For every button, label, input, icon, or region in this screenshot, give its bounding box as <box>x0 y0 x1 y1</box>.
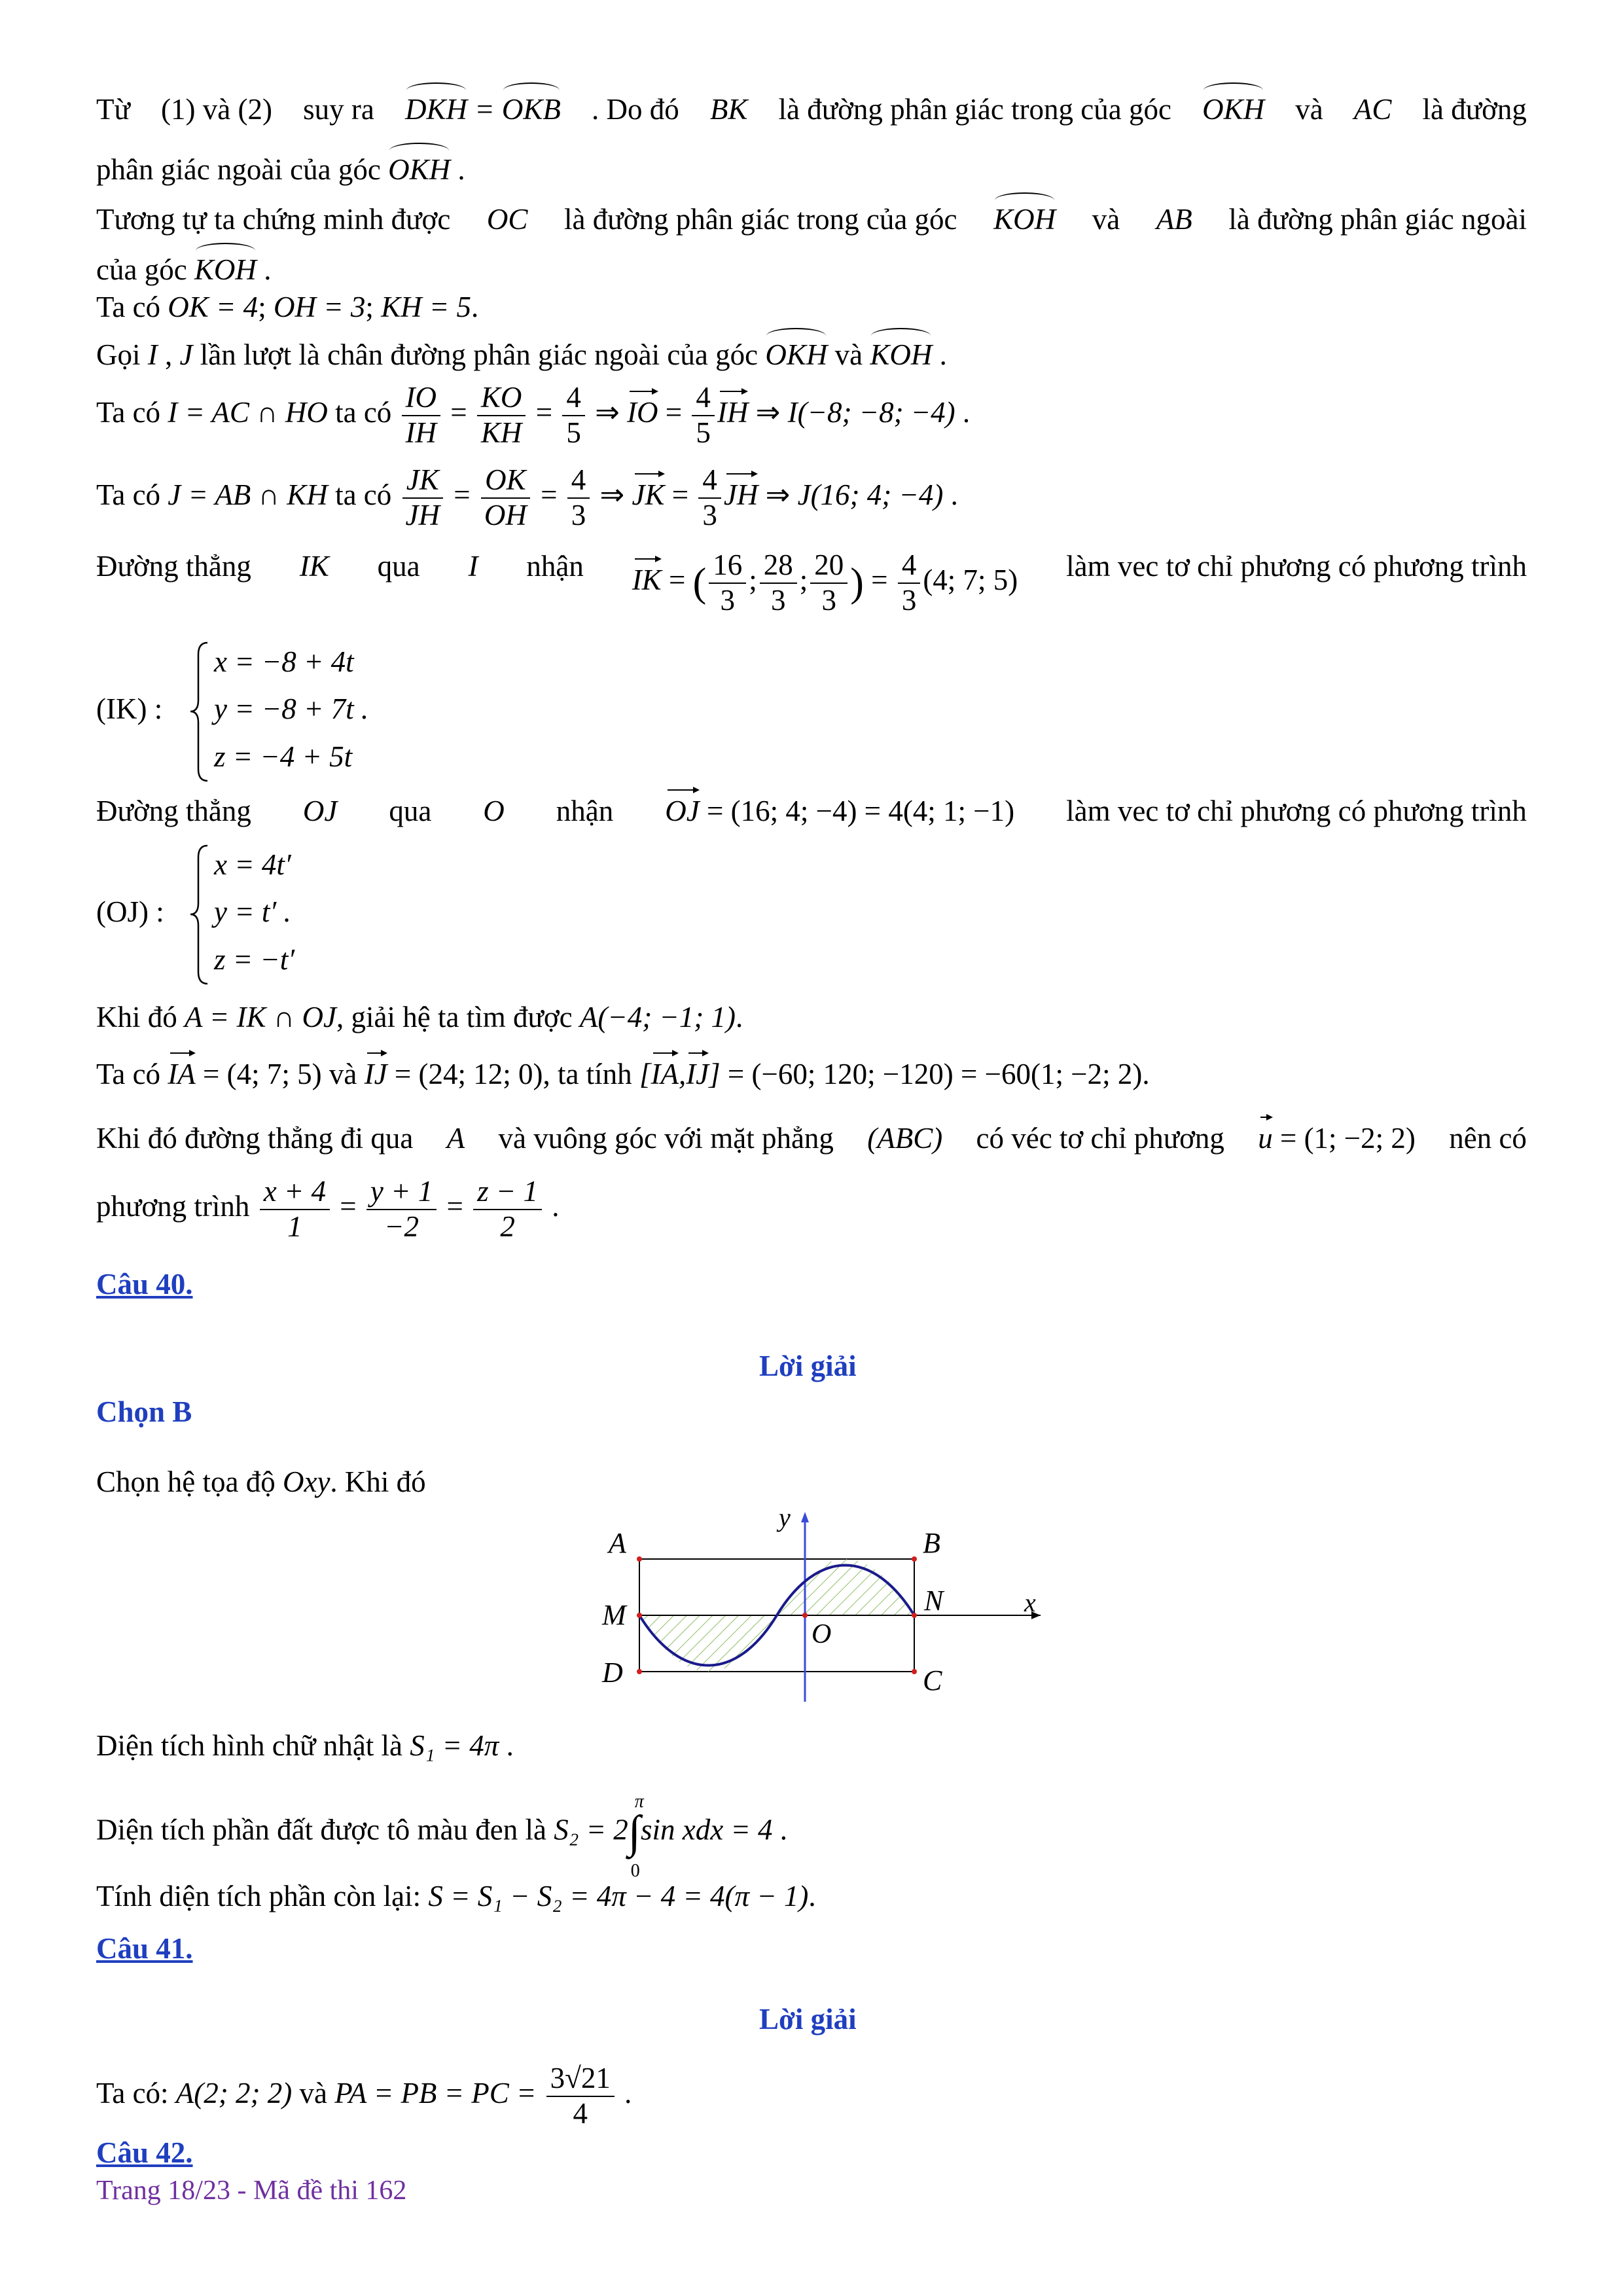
line-17: Chọn hệ tọa độ Oxy. Khi đó <box>96 1465 426 1498</box>
label-x: x <box>1024 1588 1036 1617</box>
label-N: N <box>924 1585 944 1617</box>
line-5: Ta có OK = 4; OH = 3; KH = 5. <box>96 291 479 323</box>
line-10: Đường thẳng OJ qua O nhận OJ = (16; 4; −4) = 4(4; 1; −1) làm vec tơ chỉ phương có phương trình <box>96 795 1527 827</box>
solution-heading: Lời giải <box>759 1350 857 1382</box>
question-41-link[interactable]: Câu 41. <box>96 1932 193 1965</box>
point-N <box>912 1613 917 1618</box>
label-O: O <box>812 1619 832 1649</box>
line-1: Từ (1) và (2) suy ra DKH = OKB . Do đó BK là đường phân giác trong của góc OKH và AC là đường <box>96 93 1527 126</box>
point-B <box>912 1556 917 1562</box>
label-y: y <box>779 1505 791 1532</box>
page-footer: Trang 18/23 - Mã đề thi 162 <box>96 2176 407 2206</box>
line-3: Tương tự ta chứng minh được OC là đường phân giác trong của góc KOH và AB là đường phân giác ngoài <box>96 203 1527 236</box>
sine-figure <box>589 1505 1060 1708</box>
label-M: M <box>602 1599 626 1631</box>
system-ik: (IK) : x = −8 + 4t y = −8 + 7t . z = −4 + 5t <box>96 638 554 785</box>
point-O <box>802 1613 808 1618</box>
y-axis-arrow-icon <box>801 1512 809 1522</box>
label-C: C <box>923 1664 942 1696</box>
line-11: Khi đó A = IK ∩ OJ, giải hệ ta tìm được A(−4; −1; 1). <box>96 1001 743 1033</box>
line-8: Ta có J = AB ∩ KH ta có $\frac{JK}{JH}$ = $\frac{OK}{OH}$ = $\frac{4}{3}$ ⇒ JK = $\frac{4}{3}$ JH ⇒ J(16; 4; −4) . <box>96 463 958 531</box>
brace-icon <box>188 641 214 782</box>
label-A: A <box>609 1527 626 1559</box>
label-B: B <box>923 1527 940 1559</box>
question-40-link[interactable]: Câu 40. <box>96 1268 193 1300</box>
point-C <box>912 1669 917 1674</box>
line-19: Diện tích phần đất được tô màu đen là S₂ = 2∫ π 0 sin xdx = 4 . <box>96 1791 788 1882</box>
question-42-link[interactable]: Câu 42. <box>96 2136 193 2169</box>
line-21: Ta có: A(2; 2; 2) và PA = PB = PC = $\frac{3√21}{4}$ . <box>96 2062 632 2130</box>
line-6: Gọi I , J lần lượt là chân đường phân giác ngoài của góc OKH và KOH . <box>96 338 947 371</box>
line-7: Ta có I = AC ∩ HO ta có $\frac{IO}{IH}$ = $\frac{KO}{KH}$ = $\frac{4}{5}$ ⇒ IO = $\frac{4}{5}$ IH ⇒ I(−8; −8; −4) . <box>96 381 971 449</box>
line-14: phương trình $\frac{x + 4}{1}$ = $\frac{y + 1}{-2}$ = $\frac{z - 1}{2}$ . <box>96 1175 560 1243</box>
point-A <box>637 1556 642 1562</box>
line-4: của góc KOH . <box>96 253 272 286</box>
line-9: Đường thẳng IK qua I nhận IK = ( $\frac{16}{3}$ ; $\frac{28}{3}$ ; $\frac{20}{3}$ ) = $\frac{4}{3}$ (4; 7; 5) làm vec tơ chỉ phương có phương trình <box>96 548 1527 617</box>
line-13: Khi đó đường thẳng đi qua A và vuông góc với mặt phẳng (ABC) có véc tơ chỉ phương u = (1; −2; 2) nên có <box>96 1122 1527 1155</box>
line-12: Ta có IA = (4; 7; 5) và IJ = (24; 12; 0), ta tính [IA,IJ] = (−60; 120; −120) = −60(1; −2; 2). <box>96 1058 1150 1090</box>
solution-heading-41: Lời giải <box>759 2003 857 2036</box>
label-D: D <box>602 1657 623 1689</box>
line-20: Tính diện tích phần còn lại: S = S₁ − S₂ = 4π − 4 = 4(π − 1). <box>96 1880 816 1912</box>
point-M <box>637 1613 642 1618</box>
brace-icon <box>188 844 214 985</box>
system-oj: (OJ) : x = 4t′ y = t′ . z = −t′ <box>96 841 489 988</box>
line-2: phân giác ngoài của góc OKH . <box>96 153 465 186</box>
point-D <box>637 1669 642 1674</box>
choose-answer: Chọn B <box>96 1395 192 1428</box>
line-18: Diện tích hình chữ nhật là S₁ = 4π . <box>96 1729 514 1762</box>
